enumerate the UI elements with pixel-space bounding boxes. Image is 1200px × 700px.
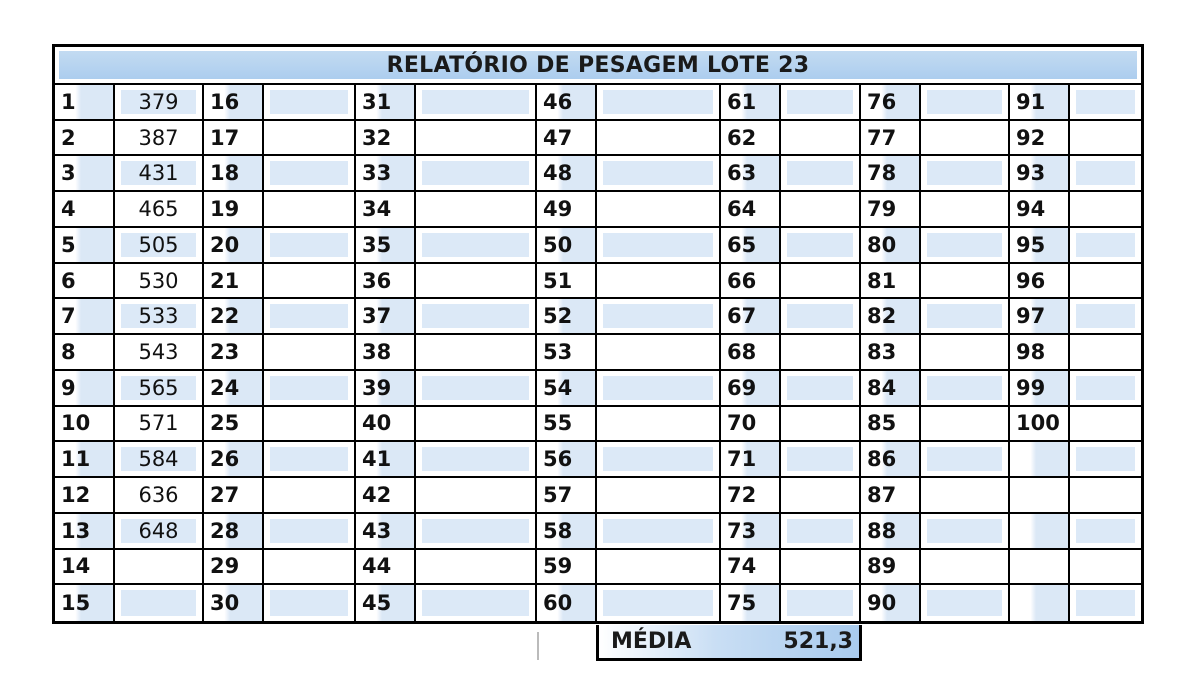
weight-value-cell (264, 514, 356, 550)
animal-number-cell: 83 (861, 335, 921, 371)
animal-number-cell: 48 (537, 156, 597, 192)
weight-value-cell (416, 335, 537, 371)
animal-number-cell: 63 (721, 156, 781, 192)
animal-number-cell: 58 (537, 514, 597, 550)
animal-number-cell: 70 (721, 407, 781, 443)
weight-value-cell (921, 335, 1010, 371)
animal-number-cell: 11 (55, 442, 115, 478)
animal-number-cell: 72 (721, 478, 781, 514)
animal-number-cell: 33 (356, 156, 416, 192)
animal-number-cell: 53 (537, 335, 597, 371)
animal-number-cell: 95 (1010, 228, 1070, 264)
weight-value-cell (781, 192, 861, 228)
animal-number-cell: 77 (861, 121, 921, 157)
animal-number-cell: 14 (55, 550, 115, 586)
weight-value-cell (416, 299, 537, 335)
animal-number-cell: 62 (721, 121, 781, 157)
animal-number-cell: 73 (721, 514, 781, 550)
animal-number-cell: 19 (204, 192, 264, 228)
animal-number-cell: 44 (356, 550, 416, 586)
animal-number-cell: 40 (356, 407, 416, 443)
animal-number-cell: 88 (861, 514, 921, 550)
animal-number-cell: 81 (861, 264, 921, 300)
weight-value-cell (1070, 264, 1141, 300)
animal-number-cell: 35 (356, 228, 416, 264)
weight-value-cell: 530 (115, 264, 204, 300)
animal-number-cell: 41 (356, 442, 416, 478)
weight-value-cell (781, 371, 861, 407)
weight-value-cell (921, 121, 1010, 157)
animal-number-cell: 25 (204, 407, 264, 443)
weight-value-cell (921, 550, 1010, 586)
weight-value-cell (781, 228, 861, 264)
weight-value-cell (1070, 585, 1141, 621)
weight-value-cell (264, 442, 356, 478)
animal-number-cell: 28 (204, 514, 264, 550)
weight-value-cell (1070, 156, 1141, 192)
weight-value-cell (597, 550, 721, 586)
weight-value-cell (264, 407, 356, 443)
animal-number-cell: 3 (55, 156, 115, 192)
animal-number-cell: 26 (204, 442, 264, 478)
weight-value-cell (921, 264, 1010, 300)
weight-value-cell (597, 228, 721, 264)
weight-value-cell: 379 (115, 85, 204, 121)
weight-value-cell (416, 228, 537, 264)
animal-number-cell: 51 (537, 264, 597, 300)
animal-number-cell: 7 (55, 299, 115, 335)
animal-number-cell: 22 (204, 299, 264, 335)
animal-number-cell: 2 (55, 121, 115, 157)
animal-number-cell: 76 (861, 85, 921, 121)
weight-value-cell (597, 335, 721, 371)
weight-value-cell (1070, 85, 1141, 121)
weight-value-cell (264, 335, 356, 371)
animal-number-cell: 10 (55, 407, 115, 443)
weight-value-cell: 505 (115, 228, 204, 264)
weight-value-cell (264, 156, 356, 192)
weight-value-cell (597, 478, 721, 514)
animal-number-cell: 79 (861, 192, 921, 228)
animal-number-cell: 9 (55, 371, 115, 407)
animal-number-cell: 67 (721, 299, 781, 335)
weight-value-cell (781, 85, 861, 121)
animal-number-cell: 23 (204, 335, 264, 371)
animal-number-cell: 12 (55, 478, 115, 514)
weight-value-cell (1070, 299, 1141, 335)
animal-number-cell: 49 (537, 192, 597, 228)
weight-value-cell (921, 478, 1010, 514)
animal-number-cell: 98 (1010, 335, 1070, 371)
animal-number-cell: 60 (537, 585, 597, 621)
average-box (596, 625, 862, 661)
weight-value-cell: 431 (115, 156, 204, 192)
animal-number-cell: 80 (861, 228, 921, 264)
animal-number-cell: 99 (1010, 371, 1070, 407)
weight-value-cell (416, 585, 537, 621)
animal-number-cell: 30 (204, 585, 264, 621)
animal-number-cell: 47 (537, 121, 597, 157)
weight-value-cell (781, 121, 861, 157)
animal-number-cell: 84 (861, 371, 921, 407)
average-label: MÉDIA (611, 629, 692, 654)
animal-number-cell: 56 (537, 442, 597, 478)
weight-value-cell (597, 121, 721, 157)
weight-value-cell: 565 (115, 371, 204, 407)
animal-number-cell: 24 (204, 371, 264, 407)
animal-number-cell: 17 (204, 121, 264, 157)
animal-number-cell: 86 (861, 442, 921, 478)
weighing-report-table (52, 44, 1144, 624)
animal-number-cell: 66 (721, 264, 781, 300)
divider-mark (537, 632, 539, 660)
animal-number-cell: 52 (537, 299, 597, 335)
weight-value-cell (1070, 121, 1141, 157)
animal-number-cell: 85 (861, 407, 921, 443)
weight-value-cell (264, 228, 356, 264)
weight-value-cell (416, 156, 537, 192)
weight-value-cell (264, 478, 356, 514)
animal-number-cell: 100 (1010, 407, 1070, 443)
animal-number-cell: 50 (537, 228, 597, 264)
weight-value-cell (781, 335, 861, 371)
weight-value-cell (921, 299, 1010, 335)
animal-number-cell: 94 (1010, 192, 1070, 228)
animal-number-cell: 82 (861, 299, 921, 335)
weight-value-cell (921, 156, 1010, 192)
animal-number-cell: 1 (55, 85, 115, 121)
animal-number-cell: 46 (537, 85, 597, 121)
weight-value-cell (416, 121, 537, 157)
report-title: RELATÓRIO DE PESAGEM LOTE 23 (55, 47, 1141, 85)
animal-number-cell: 8 (55, 335, 115, 371)
weight-value-cell (416, 371, 537, 407)
animal-number-cell: 36 (356, 264, 416, 300)
weight-value-cell (597, 85, 721, 121)
animal-number-cell: 20 (204, 228, 264, 264)
animal-number-cell: 45 (356, 585, 416, 621)
weight-value-cell (597, 192, 721, 228)
animal-number-cell: 97 (1010, 299, 1070, 335)
animal-number-cell: 59 (537, 550, 597, 586)
weight-value-cell (597, 299, 721, 335)
weight-value-cell (597, 264, 721, 300)
weight-value-cell (264, 299, 356, 335)
animal-number-cell: 16 (204, 85, 264, 121)
weight-value-cell (264, 192, 356, 228)
animal-number-cell (1010, 585, 1070, 621)
weight-value-cell (781, 478, 861, 514)
animal-number-cell: 31 (356, 85, 416, 121)
animal-number-cell: 75 (721, 585, 781, 621)
animal-number-cell: 65 (721, 228, 781, 264)
weight-value-cell (781, 299, 861, 335)
animal-number-cell: 54 (537, 371, 597, 407)
weight-value-cell (781, 514, 861, 550)
weight-value-cell (597, 514, 721, 550)
animal-number-cell: 89 (861, 550, 921, 586)
weight-value-cell (597, 156, 721, 192)
weight-value-cell (264, 550, 356, 586)
weight-value-cell (1070, 407, 1141, 443)
weight-value-cell (1070, 550, 1141, 586)
animal-number-cell: 29 (204, 550, 264, 586)
animal-number-cell: 87 (861, 478, 921, 514)
weight-value-cell (597, 407, 721, 443)
weight-value-cell (416, 85, 537, 121)
animal-number-cell: 21 (204, 264, 264, 300)
weight-value-cell (597, 371, 721, 407)
animal-number-cell: 37 (356, 299, 416, 335)
weight-value-cell: 533 (115, 299, 204, 335)
weight-value-cell (115, 585, 204, 621)
weight-value-cell (416, 514, 537, 550)
weight-value-cell (1070, 478, 1141, 514)
animal-number-cell: 74 (721, 550, 781, 586)
animal-number-cell: 38 (356, 335, 416, 371)
weight-value-cell: 571 (115, 407, 204, 443)
weight-value-cell (1070, 228, 1141, 264)
weight-value-cell: 387 (115, 121, 204, 157)
animal-number-cell: 42 (356, 478, 416, 514)
weight-value-cell (921, 585, 1010, 621)
weight-value-cell: 465 (115, 192, 204, 228)
weight-value-cell (1070, 442, 1141, 478)
animal-number-cell (1010, 550, 1070, 586)
animal-number-cell: 39 (356, 371, 416, 407)
weight-value-cell: 636 (115, 478, 204, 514)
weight-value-cell (781, 550, 861, 586)
weight-value-cell (264, 371, 356, 407)
weight-value-cell (416, 442, 537, 478)
weight-value-cell (264, 264, 356, 300)
weight-value-cell (416, 478, 537, 514)
weight-value-cell (781, 407, 861, 443)
animal-number-cell (1010, 514, 1070, 550)
animal-number-cell: 91 (1010, 85, 1070, 121)
animal-number-cell: 55 (537, 407, 597, 443)
animal-number-cell: 15 (55, 585, 115, 621)
animal-number-cell: 43 (356, 514, 416, 550)
animal-number-cell: 6 (55, 264, 115, 300)
weight-value-cell (921, 442, 1010, 478)
animal-number-cell: 71 (721, 442, 781, 478)
animal-number-cell: 93 (1010, 156, 1070, 192)
weight-value-cell (416, 550, 537, 586)
animal-number-cell: 57 (537, 478, 597, 514)
weight-value-cell (264, 585, 356, 621)
animal-number-cell: 78 (861, 156, 921, 192)
weight-value-cell (264, 121, 356, 157)
animal-number-cell: 18 (204, 156, 264, 192)
animal-number-cell: 5 (55, 228, 115, 264)
animal-number-cell: 27 (204, 478, 264, 514)
animal-number-cell: 34 (356, 192, 416, 228)
animal-number-cell: 61 (721, 85, 781, 121)
weight-value-cell (597, 442, 721, 478)
animal-number-cell: 32 (356, 121, 416, 157)
weight-value-cell (921, 192, 1010, 228)
weight-value-cell (416, 407, 537, 443)
weight-value-cell: 584 (115, 442, 204, 478)
animal-number-cell (1010, 442, 1070, 478)
weight-value-cell (1070, 371, 1141, 407)
weight-value-cell (781, 442, 861, 478)
animal-number-cell: 69 (721, 371, 781, 407)
weight-value-cell: 543 (115, 335, 204, 371)
weight-value-cell (921, 228, 1010, 264)
weight-value-cell (264, 85, 356, 121)
animal-number-cell: 92 (1010, 121, 1070, 157)
weight-value-cell (781, 585, 861, 621)
weight-value-cell: 648 (115, 514, 204, 550)
animal-number-cell: 13 (55, 514, 115, 550)
weight-value-cell (1070, 514, 1141, 550)
weight-value-cell (416, 192, 537, 228)
weight-value-cell (921, 514, 1010, 550)
weight-value-cell (597, 585, 721, 621)
weight-value-cell (921, 407, 1010, 443)
weight-value-cell (1070, 192, 1141, 228)
animal-number-cell: 4 (55, 192, 115, 228)
average-value: 521,3 (783, 629, 853, 654)
weight-value-cell (115, 550, 204, 586)
weight-value-cell (921, 85, 1010, 121)
animal-number-cell: 96 (1010, 264, 1070, 300)
weight-value-cell (781, 264, 861, 300)
animal-number-cell (1010, 478, 1070, 514)
weight-value-cell (781, 156, 861, 192)
animal-number-cell: 90 (861, 585, 921, 621)
weight-value-cell (1070, 335, 1141, 371)
animal-number-cell: 64 (721, 192, 781, 228)
weight-value-cell (921, 371, 1010, 407)
animal-number-cell: 68 (721, 335, 781, 371)
weight-value-cell (416, 264, 537, 300)
